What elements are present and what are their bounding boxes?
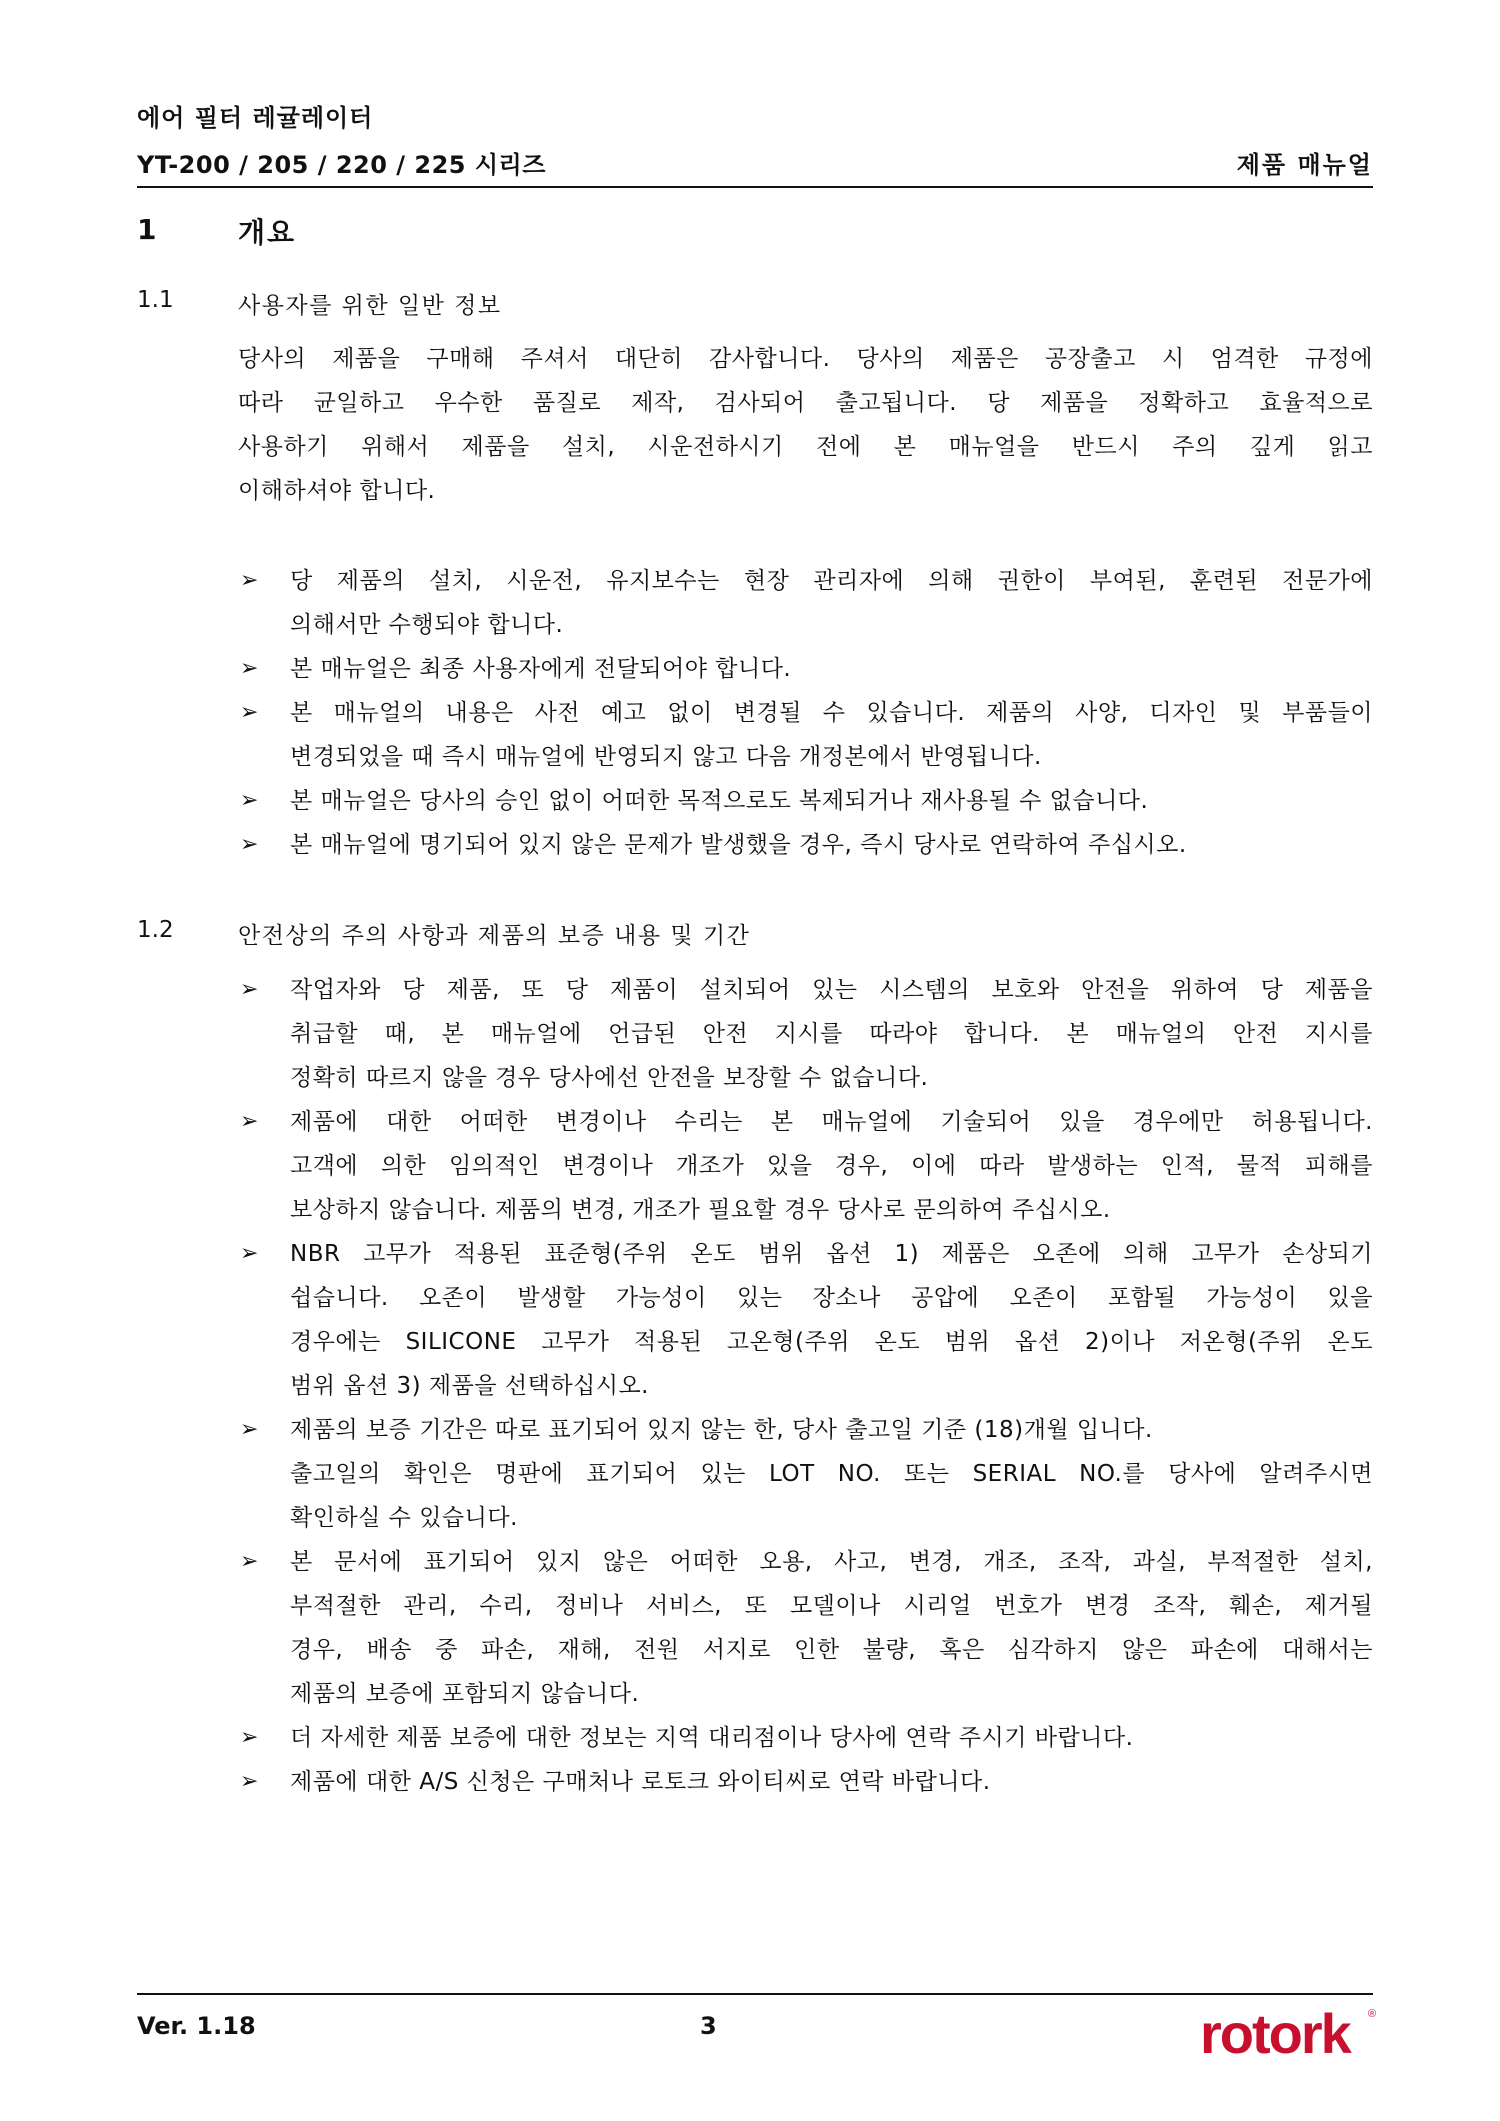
registered-mark: ® <box>1368 2008 1377 2020</box>
bullet-text: 본 매뉴얼의 내용은 사전 예고 없이 변경될 수 있습니다. 제품의 사양, 디자인 및 부품들이 <box>290 700 1373 726</box>
subsection-1-title: 사용자를 위한 일반 정보 <box>238 293 502 319</box>
bullet-text: 경우, 배송 중 파손, 재해, 전원 서지로 인한 불량, 혹은 심각하지 않은 파손에 대해서는 <box>290 1637 1373 1663</box>
bullet-arrow-icon: ➢ <box>240 977 259 1002</box>
bullet-text: 취급할 때, 본 매뉴얼에 언급된 안전 지시를 따라야 합니다. 본 매뉴얼의 안전 지시를 <box>290 1021 1373 1047</box>
bullet-text: 고객에 의한 임의적인 변경이나 개조가 있을 경우, 이에 따라 발생하는 인적, 물적 피해를 <box>290 1153 1373 1179</box>
bullet-text: 경우에는 SILICONE 고무가 적용된 고온형(주위 온도 범위 옵션 2)이나 저온형(주위 온도 <box>290 1329 1373 1355</box>
bullet-text: 더 자세한 제품 보증에 대한 정보는 지역 대리점이나 당사에 연락 주시기 바랍니다. <box>290 1725 1134 1751</box>
footer-version: Ver. 1.18 <box>137 2012 256 2040</box>
bullet-text: 본 매뉴얼은 당사의 승인 없이 어떠한 목적으로도 복제되거나 재사용될 수 없습니다. <box>290 788 1149 814</box>
bullet-arrow-icon: ➢ <box>240 1725 259 1750</box>
bullet-arrow-icon: ➢ <box>240 1549 259 1574</box>
bullet-arrow-icon: ➢ <box>240 788 259 813</box>
bullet-text: 변경되었을 때 즉시 매뉴얼에 반영되지 않고 다음 개정본에서 반영됩니다. <box>290 744 1042 770</box>
header-doc-type: 제품 매뉴얼 <box>1236 151 1373 179</box>
bullet-text: 제품에 대한 A/S 신청은 구매처나 로토크 와이티씨로 연락 바랍니다. <box>290 1769 991 1795</box>
bullet-text: 확인하실 수 있습니다. <box>290 1505 518 1531</box>
header-title: 에어 필터 레귤레이터 <box>137 104 374 132</box>
bullet-arrow-icon: ➢ <box>240 656 259 681</box>
footer-divider <box>137 1993 1373 1995</box>
bullet-text: 작업자와 당 제품, 또 당 제품이 설치되어 있는 시스템의 보호와 안전을 위하여 당 제품을 <box>290 977 1373 1003</box>
bullet-text: 본 매뉴얼에 명기되어 있지 않은 문제가 발생했을 경우, 즉시 당사로 연락하여 주십시오. <box>290 832 1187 858</box>
bullet-text: 출고일의 확인은 명판에 표기되어 있는 LOT NO. 또는 SERIAL NO.를 당사에 알려주시면 <box>290 1461 1373 1487</box>
bullet-arrow-icon: ➢ <box>240 1241 259 1266</box>
bullet-text: 의해서만 수행되야 합니다. <box>290 612 564 638</box>
bullet-text: 보상하지 않습니다. 제품의 변경, 개조가 필요할 경우 당사로 문의하여 주십시오. <box>290 1197 1111 1223</box>
page-number: 3 <box>700 2012 717 2040</box>
header-divider <box>137 186 1373 188</box>
bullet-arrow-icon: ➢ <box>240 568 259 593</box>
bullet-text: 본 매뉴얼은 최종 사용자에게 전달되어야 합니다. <box>290 656 792 682</box>
bullet-arrow-icon: ➢ <box>240 832 259 857</box>
bullet-arrow-icon: ➢ <box>240 1769 259 1794</box>
logo-wordmark: rotork <box>1200 2003 1350 2061</box>
bullet-arrow-icon: ➢ <box>240 1109 259 1134</box>
paragraph-line: 이해하셔야 합니다. <box>238 478 436 504</box>
rotork-logo <box>1200 2003 1380 2061</box>
paragraph-line: 당사의 제품을 구매해 주셔서 대단히 감사합니다. 당사의 제품은 공장출고 시 엄격한 규정에 <box>238 346 1373 372</box>
bullet-text: 범위 옵션 3) 제품을 선택하십시오. <box>290 1373 649 1399</box>
bullet-text: NBR 고무가 적용된 표준형(주위 온도 범위 옵션 1) 제품은 오존에 의해 고무가 손상되기 <box>290 1241 1373 1267</box>
paragraph-line: 사용하기 위해서 제품을 설치, 시운전하시기 전에 본 매뉴얼을 반드시 주의 깊게 읽고 <box>238 434 1373 460</box>
bullet-text: 제품에 대한 어떠한 변경이나 수리는 본 매뉴얼에 기술되어 있을 경우에만 허용됩니다. <box>290 1109 1373 1135</box>
section-number: 1 <box>137 213 157 246</box>
subsection-2-number: 1.2 <box>137 917 174 943</box>
bullet-text: 쉽습니다. 오존이 발생할 가능성이 있는 장소나 공압에 오존이 포함될 가능성이 있을 <box>290 1285 1373 1311</box>
bullet-text: 당 제품의 설치, 시운전, 유지보수는 현장 관리자에 의해 권한이 부여된, 훈련된 전문가에 <box>290 568 1373 594</box>
bullet-arrow-icon: ➢ <box>240 1417 259 1442</box>
header-series: YT-200 / 205 / 220 / 225 시리즈 <box>137 151 546 179</box>
subsection-2-title: 안전상의 주의 사항과 제품의 보증 내용 및 기간 <box>238 923 751 949</box>
bullet-text: 제품의 보증에 포함되지 않습니다. <box>290 1681 640 1707</box>
bullet-text: 본 문서에 표기되어 있지 않은 어떠한 오용, 사고, 변경, 개조, 조작, 과실, 부적절한 설치, <box>290 1549 1373 1575</box>
bullet-text: 제품의 보증 기간은 따로 표기되어 있지 않는 한, 당사 출고일 기준 (18)개월 입니다. <box>290 1417 1153 1443</box>
paragraph-line: 따라 균일하고 우수한 품질로 제작, 검사되어 출고됩니다. 당 제품을 정확하고 효율적으로 <box>238 390 1373 416</box>
bullet-text: 정확히 따르지 않을 경우 당사에선 안전을 보장할 수 없습니다. <box>290 1065 929 1091</box>
subsection-1-number: 1.1 <box>137 287 174 313</box>
bullet-text: 부적절한 관리, 수리, 정비나 서비스, 또 모델이나 시리얼 번호가 변경 조작, 훼손, 제거될 <box>290 1593 1373 1619</box>
section-title: 개요 <box>238 216 297 249</box>
bullet-arrow-icon: ➢ <box>240 700 259 725</box>
